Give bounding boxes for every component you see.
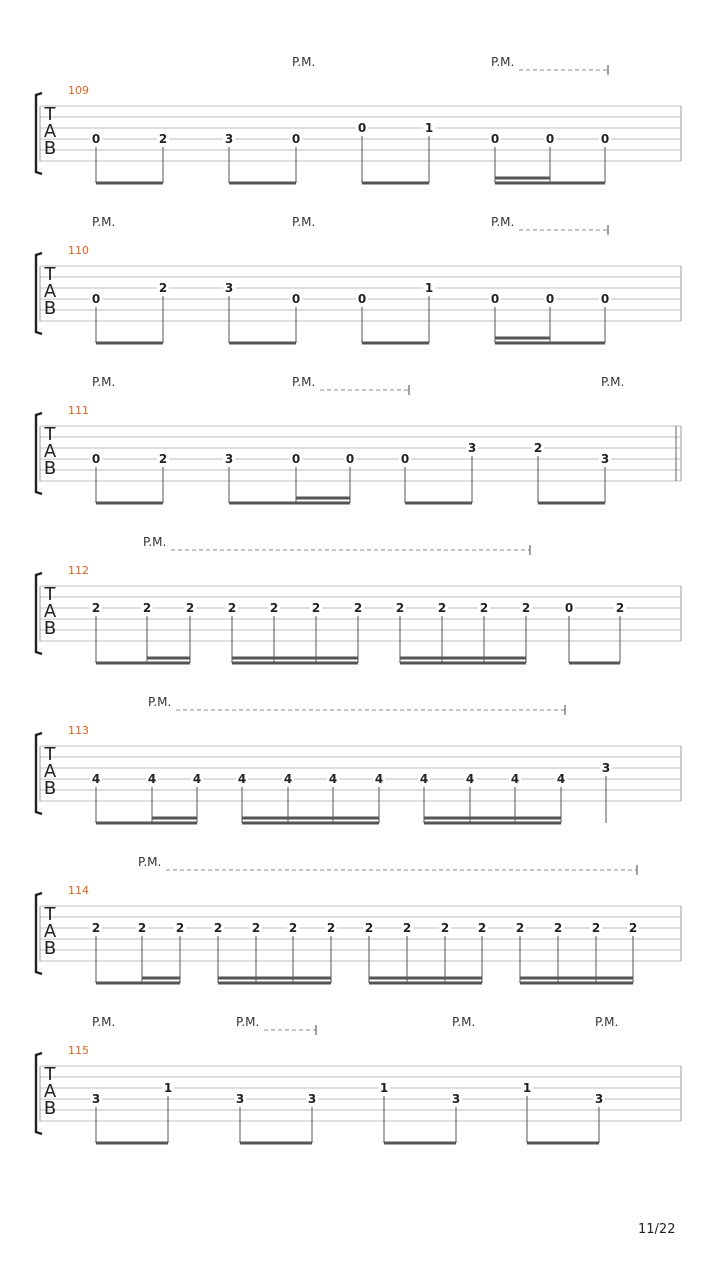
fret-number: 1 bbox=[424, 121, 434, 135]
fret-number: 0 bbox=[564, 601, 574, 615]
fret-number: 4 bbox=[328, 772, 338, 786]
tab-clef-letter: B bbox=[43, 458, 57, 479]
tab-clef-letter: A bbox=[43, 441, 57, 462]
fret-number: 0 bbox=[600, 132, 610, 146]
fret-number: 4 bbox=[192, 772, 202, 786]
fret-number: 4 bbox=[237, 772, 247, 786]
fret-number: 2 bbox=[142, 601, 152, 615]
system-bracket bbox=[36, 893, 42, 974]
tab-clef-letter: B bbox=[43, 618, 57, 639]
fret-number: 0 bbox=[291, 292, 301, 306]
fret-number: 2 bbox=[628, 921, 638, 935]
tab-clef-letter: B bbox=[43, 938, 57, 959]
tab-clef-letter: T bbox=[44, 584, 56, 605]
fret-number: 2 bbox=[440, 921, 450, 935]
tab-clef-letter: A bbox=[43, 601, 57, 622]
palm-mute-label: P.M. bbox=[236, 1015, 260, 1029]
fret-number: 1 bbox=[163, 1081, 173, 1095]
tab-system-112 bbox=[36, 535, 681, 663]
system-bracket bbox=[36, 253, 42, 334]
fret-number: 2 bbox=[479, 601, 489, 615]
palm-mute-label: P.M. bbox=[292, 215, 316, 229]
fret-number: 3 bbox=[601, 761, 611, 775]
fret-number: 2 bbox=[521, 601, 531, 615]
fret-number: 2 bbox=[395, 601, 405, 615]
fret-number: 0 bbox=[357, 292, 367, 306]
fret-number: 3 bbox=[451, 1092, 461, 1106]
fret-number: 0 bbox=[291, 132, 301, 146]
fret-number: 2 bbox=[615, 601, 625, 615]
tab-system-114 bbox=[36, 855, 681, 983]
fret-number: 3 bbox=[224, 132, 234, 146]
tab-system-111 bbox=[36, 375, 681, 503]
fret-number: 2 bbox=[269, 601, 279, 615]
fret-number: 1 bbox=[522, 1081, 532, 1095]
fret-number: 0 bbox=[400, 452, 410, 466]
tab-clef-letter: B bbox=[43, 1098, 57, 1119]
fret-number: 3 bbox=[235, 1092, 245, 1106]
tab-clef-letter: A bbox=[43, 121, 57, 142]
fret-number: 2 bbox=[591, 921, 601, 935]
fret-number: 1 bbox=[379, 1081, 389, 1095]
tab-system-115 bbox=[36, 1015, 681, 1143]
fret-number: 4 bbox=[510, 772, 520, 786]
measure-number: 112 bbox=[68, 564, 89, 577]
fret-number: 3 bbox=[224, 281, 234, 295]
fret-number: 2 bbox=[158, 452, 168, 466]
fret-number: 3 bbox=[594, 1092, 604, 1106]
fret-number: 2 bbox=[364, 921, 374, 935]
tab-clef-letter: A bbox=[43, 921, 57, 942]
system-bracket bbox=[36, 733, 42, 814]
fret-number: 2 bbox=[553, 921, 563, 935]
fret-number: 3 bbox=[91, 1092, 101, 1106]
fret-number: 2 bbox=[213, 921, 223, 935]
fret-number: 2 bbox=[437, 601, 447, 615]
measure-number: 113 bbox=[68, 724, 89, 737]
tab-clef-letter: T bbox=[44, 264, 56, 285]
palm-mute-label: P.M. bbox=[148, 695, 172, 709]
measure-number: 114 bbox=[68, 884, 89, 897]
palm-mute-label: P.M. bbox=[452, 1015, 476, 1029]
fret-number: 3 bbox=[307, 1092, 317, 1106]
palm-mute-label: P.M. bbox=[92, 1015, 116, 1029]
tab-clef-letter: A bbox=[43, 281, 57, 302]
fret-number: 4 bbox=[465, 772, 475, 786]
palm-mute-label: P.M. bbox=[143, 535, 167, 549]
fret-number: 2 bbox=[227, 601, 237, 615]
tab-system-109 bbox=[36, 55, 681, 183]
measure-number: 109 bbox=[68, 84, 89, 97]
fret-number: 2 bbox=[158, 132, 168, 146]
fret-number: 2 bbox=[158, 281, 168, 295]
page-number: 11/22 bbox=[638, 1222, 676, 1237]
tab-clef-letter: T bbox=[44, 104, 56, 125]
fret-number: 0 bbox=[357, 121, 367, 135]
tab-clef-letter: A bbox=[43, 761, 57, 782]
tab-clef-letter: A bbox=[43, 1081, 57, 1102]
fret-number: 0 bbox=[291, 452, 301, 466]
tab-clef-letter: B bbox=[43, 138, 57, 159]
tab-clef-letter: T bbox=[44, 1064, 56, 1085]
fret-number: 2 bbox=[91, 601, 101, 615]
measure-number: 111 bbox=[68, 404, 89, 417]
palm-mute-label: P.M. bbox=[292, 375, 316, 389]
tab-clef-letter: B bbox=[43, 778, 57, 799]
fret-number: 1 bbox=[424, 281, 434, 295]
fret-number: 3 bbox=[600, 452, 610, 466]
fret-number: 2 bbox=[311, 601, 321, 615]
tab-clef-letter: T bbox=[44, 424, 56, 445]
fret-number: 3 bbox=[224, 452, 234, 466]
fret-number: 4 bbox=[419, 772, 429, 786]
tab-system-113 bbox=[36, 695, 681, 823]
palm-mute-label: P.M. bbox=[292, 55, 316, 69]
fret-number: 0 bbox=[490, 292, 500, 306]
fret-number: 2 bbox=[251, 921, 261, 935]
fret-number: 2 bbox=[326, 921, 336, 935]
tab-clef-letter: T bbox=[44, 904, 56, 925]
fret-number: 4 bbox=[147, 772, 157, 786]
system-bracket bbox=[36, 93, 42, 174]
fret-number: 4 bbox=[283, 772, 293, 786]
fret-number: 0 bbox=[91, 132, 101, 146]
fret-number: 0 bbox=[545, 292, 555, 306]
fret-number: 0 bbox=[91, 292, 101, 306]
fret-number: 2 bbox=[533, 441, 543, 455]
palm-mute-label: P.M. bbox=[92, 375, 116, 389]
fret-number: 2 bbox=[175, 921, 185, 935]
palm-mute-label: P.M. bbox=[138, 855, 162, 869]
palm-mute-label: P.M. bbox=[491, 55, 515, 69]
fret-number: 2 bbox=[402, 921, 412, 935]
fret-number: 0 bbox=[490, 132, 500, 146]
measure-number: 115 bbox=[68, 1044, 89, 1057]
tab-system-110 bbox=[36, 215, 681, 343]
fret-number: 2 bbox=[477, 921, 487, 935]
fret-number: 0 bbox=[345, 452, 355, 466]
tab-clef-letter: T bbox=[44, 744, 56, 765]
system-bracket bbox=[36, 1053, 42, 1134]
system-bracket bbox=[36, 573, 42, 654]
palm-mute-label: P.M. bbox=[595, 1015, 619, 1029]
fret-number: 2 bbox=[185, 601, 195, 615]
fret-number: 4 bbox=[374, 772, 384, 786]
system-bracket bbox=[36, 413, 42, 494]
fret-number: 2 bbox=[353, 601, 363, 615]
palm-mute-label: P.M. bbox=[601, 375, 625, 389]
fret-number: 2 bbox=[137, 921, 147, 935]
fret-number: 0 bbox=[600, 292, 610, 306]
tab-clef-letter: B bbox=[43, 298, 57, 319]
fret-number: 3 bbox=[467, 441, 477, 455]
palm-mute-label: P.M. bbox=[92, 215, 116, 229]
fret-number: 4 bbox=[91, 772, 101, 786]
fret-number: 2 bbox=[515, 921, 525, 935]
fret-number: 2 bbox=[91, 921, 101, 935]
fret-number: 0 bbox=[545, 132, 555, 146]
fret-number: 4 bbox=[556, 772, 566, 786]
fret-number: 0 bbox=[91, 452, 101, 466]
fret-number: 2 bbox=[288, 921, 298, 935]
measure-number: 110 bbox=[68, 244, 89, 257]
palm-mute-label: P.M. bbox=[491, 215, 515, 229]
